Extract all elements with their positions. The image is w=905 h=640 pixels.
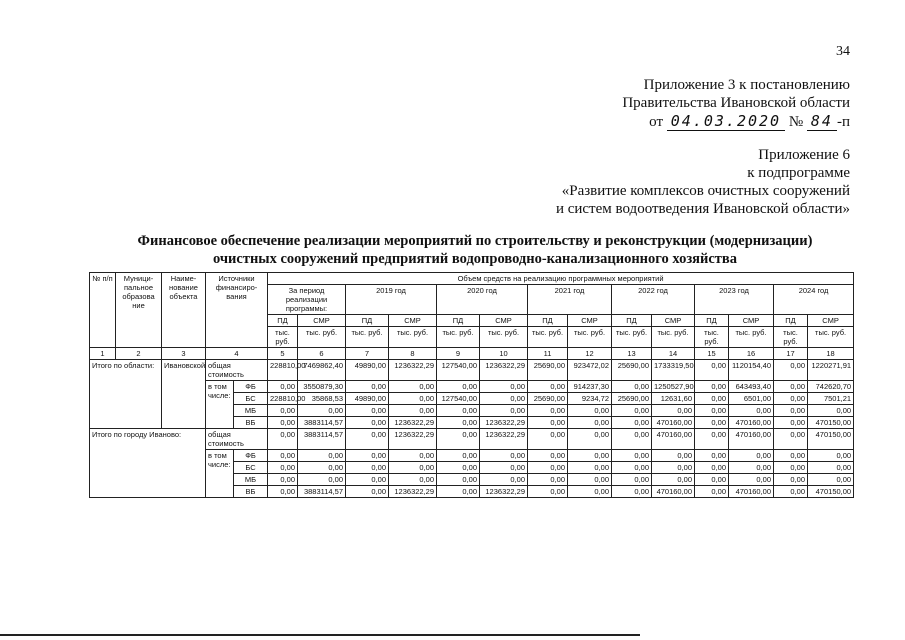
value-cell: 0,00 bbox=[298, 405, 346, 417]
value-cell: 0,00 bbox=[346, 405, 389, 417]
value-cell: 470160,00 bbox=[652, 486, 695, 498]
value-cell: 0,00 bbox=[480, 450, 528, 462]
header-unit: тыс. руб. bbox=[695, 327, 729, 348]
header-period: За период реализации программы: bbox=[268, 285, 346, 315]
value-cell: 3883114,57 bbox=[298, 429, 346, 450]
value-cell: 470150,00 bbox=[808, 486, 854, 498]
value-cell: 0,00 bbox=[437, 417, 480, 429]
column-number: 16 bbox=[729, 348, 774, 360]
resolution-date: 04.03.2020 bbox=[667, 112, 785, 131]
value-cell: 643493,40 bbox=[729, 381, 774, 393]
page-number: 34 bbox=[836, 44, 850, 59]
value-cell: 0,00 bbox=[528, 417, 568, 429]
value-cell: 0,00 bbox=[268, 429, 298, 450]
source-code: БС bbox=[234, 393, 268, 405]
value-cell: 0,00 bbox=[298, 450, 346, 462]
value-cell: 0,00 bbox=[568, 474, 612, 486]
header-smr: СМР bbox=[808, 315, 854, 327]
header-unit: тыс. руб. bbox=[612, 327, 652, 348]
header-smr: СМР bbox=[729, 315, 774, 327]
value-cell: 914237,30 bbox=[568, 381, 612, 393]
value-cell: 0,00 bbox=[774, 393, 808, 405]
header-smr: СМР bbox=[389, 315, 437, 327]
appendix-6-line3: «Развитие комплексов очистных сооружений bbox=[561, 183, 850, 199]
header-unit: тыс. руб. bbox=[268, 327, 298, 348]
value-cell: 0,00 bbox=[437, 486, 480, 498]
appendix-3-line2: Правительства Ивановской области bbox=[622, 95, 850, 111]
header-unit: тыс. руб. bbox=[298, 327, 346, 348]
column-number: 5 bbox=[268, 348, 298, 360]
value-cell: 1220271,91 bbox=[808, 360, 854, 381]
value-cell: 0,00 bbox=[695, 474, 729, 486]
header-unit: тыс. руб. bbox=[480, 327, 528, 348]
source-code: БС bbox=[234, 462, 268, 474]
value-cell: 0,00 bbox=[568, 405, 612, 417]
value-cell: 0,00 bbox=[480, 405, 528, 417]
value-cell: 0,00 bbox=[695, 381, 729, 393]
header-pd: ПД bbox=[774, 315, 808, 327]
value-cell: 25690,00 bbox=[528, 360, 568, 381]
value-cell: 35868,53 bbox=[298, 393, 346, 405]
value-cell: 0,00 bbox=[528, 462, 568, 474]
value-cell: 0,00 bbox=[729, 474, 774, 486]
value-cell: 1733319,50 bbox=[652, 360, 695, 381]
including-label: в том числе: bbox=[206, 450, 234, 498]
value-cell: 470160,00 bbox=[729, 429, 774, 450]
value-cell: 0,00 bbox=[695, 450, 729, 462]
value-cell: 0,00 bbox=[612, 381, 652, 393]
value-cell: 1236322,29 bbox=[389, 486, 437, 498]
column-number: 1 bbox=[90, 348, 116, 360]
value-cell: 127540,00 bbox=[437, 360, 480, 381]
value-cell: 0,00 bbox=[389, 450, 437, 462]
value-cell: 1236322,29 bbox=[480, 360, 528, 381]
value-cell: 0,00 bbox=[612, 474, 652, 486]
value-cell: 0,00 bbox=[568, 462, 612, 474]
header-unit: тыс. руб. bbox=[652, 327, 695, 348]
table-row bbox=[90, 360, 854, 381]
header-sources: Источники финансиро-вания bbox=[206, 273, 268, 348]
header-unit: тыс. руб. bbox=[346, 327, 389, 348]
value-cell: 0,00 bbox=[612, 450, 652, 462]
value-cell: 923472,02 bbox=[568, 360, 612, 381]
value-cell: 0,00 bbox=[437, 450, 480, 462]
appendix-6-line1: Приложение 6 bbox=[758, 147, 850, 163]
value-cell: 0,00 bbox=[808, 462, 854, 474]
header-row-1 bbox=[90, 273, 854, 285]
value-cell: 0,00 bbox=[568, 486, 612, 498]
value-cell: 0,00 bbox=[268, 450, 298, 462]
value-cell: 0,00 bbox=[808, 474, 854, 486]
header-volume: Объем средств на реализацию программных мероприятий bbox=[268, 273, 854, 285]
source-code: МБ bbox=[234, 405, 268, 417]
value-cell: 1236322,29 bbox=[389, 360, 437, 381]
value-cell: 470160,00 bbox=[652, 417, 695, 429]
value-cell: 0,00 bbox=[480, 462, 528, 474]
header-municipality: Муници-пальное образова ние bbox=[116, 273, 162, 348]
value-cell: 0,00 bbox=[480, 381, 528, 393]
page-bottom-rule bbox=[0, 634, 640, 636]
value-cell: 0,00 bbox=[568, 417, 612, 429]
block-object: Ивановской bbox=[162, 360, 206, 429]
column-number: 2 bbox=[116, 348, 162, 360]
value-cell: 0,00 bbox=[774, 462, 808, 474]
header-unit: тыс. руб. bbox=[774, 327, 808, 348]
financing-table bbox=[89, 272, 854, 498]
header-y2024: 2024 год bbox=[774, 285, 854, 315]
value-cell: 0,00 bbox=[437, 429, 480, 450]
appendix-3-line1: Приложение 3 к постановлению bbox=[643, 77, 850, 93]
value-cell: 0,00 bbox=[695, 360, 729, 381]
value-cell: 0,00 bbox=[480, 393, 528, 405]
from-label: от bbox=[649, 114, 664, 130]
header-y2019: 2019 год bbox=[346, 285, 437, 315]
value-cell: 0,00 bbox=[568, 429, 612, 450]
value-cell: 12631,60 bbox=[652, 393, 695, 405]
source-code: ВБ bbox=[234, 417, 268, 429]
appendix-6-line2: к подпрограмме bbox=[747, 165, 850, 181]
header-y2023: 2023 год bbox=[695, 285, 774, 315]
value-cell: 0,00 bbox=[346, 450, 389, 462]
value-cell: 0,00 bbox=[612, 486, 652, 498]
column-number: 9 bbox=[437, 348, 480, 360]
value-cell: 0,00 bbox=[612, 417, 652, 429]
value-cell: 1236322,29 bbox=[480, 429, 528, 450]
value-cell: 0,00 bbox=[774, 429, 808, 450]
value-cell: 0,00 bbox=[268, 381, 298, 393]
value-cell: 0,00 bbox=[652, 462, 695, 474]
value-cell: 0,00 bbox=[774, 450, 808, 462]
title-line2: очистных сооружений предприятий водопроводно-канализационного хозяйства bbox=[212, 251, 737, 267]
column-number: 11 bbox=[528, 348, 568, 360]
value-cell: 0,00 bbox=[437, 474, 480, 486]
column-number: 18 bbox=[808, 348, 854, 360]
value-cell: 0,00 bbox=[268, 405, 298, 417]
value-cell: 0,00 bbox=[437, 381, 480, 393]
value-cell: 470160,00 bbox=[652, 429, 695, 450]
value-cell: 9234,72 bbox=[568, 393, 612, 405]
value-cell: 1236322,29 bbox=[480, 486, 528, 498]
appendix-6-header bbox=[556, 146, 850, 218]
value-cell: 1250527,90 bbox=[652, 381, 695, 393]
value-cell: 0,00 bbox=[268, 486, 298, 498]
value-cell: 0,00 bbox=[695, 393, 729, 405]
number-suffix: -п bbox=[836, 114, 850, 130]
source-code: ФБ bbox=[234, 381, 268, 393]
value-cell: 0,00 bbox=[437, 462, 480, 474]
value-cell: 1120154,40 bbox=[729, 360, 774, 381]
value-cell: 25690,00 bbox=[612, 360, 652, 381]
value-cell: 0,00 bbox=[346, 417, 389, 429]
value-cell: 3550879,30 bbox=[298, 381, 346, 393]
column-number: 10 bbox=[480, 348, 528, 360]
value-cell: 127540,00 bbox=[437, 393, 480, 405]
header-unit: тыс. руб. bbox=[437, 327, 480, 348]
value-cell: 0,00 bbox=[808, 405, 854, 417]
value-cell: 7501,21 bbox=[808, 393, 854, 405]
header-y2020: 2020 год bbox=[437, 285, 528, 315]
value-cell: 1236322,29 bbox=[389, 429, 437, 450]
value-cell: 0,00 bbox=[774, 405, 808, 417]
value-cell: 0,00 bbox=[612, 405, 652, 417]
value-cell: 0,00 bbox=[528, 474, 568, 486]
value-cell: 0,00 bbox=[774, 486, 808, 498]
column-number: 7 bbox=[346, 348, 389, 360]
value-cell: 0,00 bbox=[268, 462, 298, 474]
value-cell: 0,00 bbox=[652, 474, 695, 486]
value-cell: 228810,00 bbox=[268, 360, 298, 381]
value-cell: 470160,00 bbox=[729, 417, 774, 429]
column-number: 12 bbox=[568, 348, 612, 360]
column-number-row bbox=[90, 348, 854, 360]
value-cell: 3883114,57 bbox=[298, 417, 346, 429]
document-title bbox=[115, 232, 835, 268]
header-unit: тыс. руб. bbox=[808, 327, 854, 348]
column-number: 17 bbox=[774, 348, 808, 360]
table-row bbox=[90, 429, 854, 450]
value-cell: 0,00 bbox=[774, 474, 808, 486]
total-cost-label: общая стоимость bbox=[206, 360, 268, 381]
value-cell: 0,00 bbox=[729, 405, 774, 417]
value-cell: 25690,00 bbox=[528, 393, 568, 405]
value-cell: 0,00 bbox=[480, 474, 528, 486]
value-cell: 0,00 bbox=[298, 462, 346, 474]
value-cell: 0,00 bbox=[729, 462, 774, 474]
value-cell: 1236322,29 bbox=[480, 417, 528, 429]
header-pd: ПД bbox=[528, 315, 568, 327]
value-cell: 0,00 bbox=[389, 405, 437, 417]
column-number: 4 bbox=[206, 348, 268, 360]
header-pd: ПД bbox=[346, 315, 389, 327]
header-unit: тыс. руб. bbox=[729, 327, 774, 348]
value-cell: 0,00 bbox=[389, 462, 437, 474]
value-cell: 0,00 bbox=[774, 417, 808, 429]
value-cell: 0,00 bbox=[695, 417, 729, 429]
total-cost-label: общая стоимость bbox=[206, 429, 268, 450]
column-number: 3 bbox=[162, 348, 206, 360]
header-pd: ПД bbox=[612, 315, 652, 327]
header-unit: тыс. руб. bbox=[389, 327, 437, 348]
header-unit: тыс. руб. bbox=[528, 327, 568, 348]
source-code: ВБ bbox=[234, 486, 268, 498]
value-cell: 0,00 bbox=[268, 417, 298, 429]
appendix-6-line4: и систем водоотведения Ивановской области» bbox=[555, 201, 850, 217]
value-cell: 0,00 bbox=[528, 429, 568, 450]
value-cell: 0,00 bbox=[389, 381, 437, 393]
value-cell: 0,00 bbox=[346, 486, 389, 498]
value-cell: 470150,00 bbox=[808, 429, 854, 450]
header-unit: тыс. руб. bbox=[568, 327, 612, 348]
column-number: 13 bbox=[612, 348, 652, 360]
value-cell: 0,00 bbox=[528, 381, 568, 393]
value-cell: 0,00 bbox=[298, 474, 346, 486]
number-label: № bbox=[788, 114, 804, 130]
title-line1: Финансовое обеспечение реализации мероприятий по строительству и реконструкции (модернизации) bbox=[137, 233, 813, 249]
column-number: 8 bbox=[389, 348, 437, 360]
value-cell: 0,00 bbox=[389, 474, 437, 486]
header-smr: СМР bbox=[568, 315, 612, 327]
including-label: в том числе: bbox=[206, 381, 234, 429]
value-cell: 0,00 bbox=[268, 474, 298, 486]
header-num: № п/п bbox=[90, 273, 116, 348]
block-label: Итого по области: bbox=[90, 360, 162, 429]
value-cell: 7469862,40 bbox=[298, 360, 346, 381]
value-cell: 0,00 bbox=[528, 486, 568, 498]
header-y2022: 2022 год bbox=[612, 285, 695, 315]
value-cell: 49890,00 bbox=[346, 393, 389, 405]
value-cell: 25690,00 bbox=[612, 393, 652, 405]
appendix-3-header bbox=[622, 76, 850, 131]
header-pd: ПД bbox=[268, 315, 298, 327]
value-cell: 0,00 bbox=[346, 381, 389, 393]
value-cell: 228810,00 bbox=[268, 393, 298, 405]
appendix-3-date-line bbox=[622, 112, 850, 131]
value-cell: 0,00 bbox=[568, 450, 612, 462]
value-cell: 0,00 bbox=[346, 462, 389, 474]
value-cell: 0,00 bbox=[437, 405, 480, 417]
value-cell: 470160,00 bbox=[729, 486, 774, 498]
resolution-number: 84 bbox=[807, 112, 837, 131]
value-cell: 0,00 bbox=[695, 486, 729, 498]
source-code: ФБ bbox=[234, 450, 268, 462]
value-cell: 0,00 bbox=[346, 474, 389, 486]
value-cell: 0,00 bbox=[774, 381, 808, 393]
value-cell: 0,00 bbox=[528, 450, 568, 462]
header-smr: СМР bbox=[480, 315, 528, 327]
value-cell: 0,00 bbox=[612, 429, 652, 450]
value-cell: 0,00 bbox=[808, 450, 854, 462]
value-cell: 470150,00 bbox=[808, 417, 854, 429]
source-code: МБ bbox=[234, 474, 268, 486]
value-cell: 0,00 bbox=[729, 450, 774, 462]
value-cell: 0,00 bbox=[695, 462, 729, 474]
value-cell: 0,00 bbox=[528, 405, 568, 417]
value-cell: 0,00 bbox=[389, 393, 437, 405]
value-cell: 0,00 bbox=[774, 360, 808, 381]
value-cell: 0,00 bbox=[695, 429, 729, 450]
block-label: Итого по городу Иваново: bbox=[90, 429, 206, 498]
column-number: 14 bbox=[652, 348, 695, 360]
header-smr: СМР bbox=[298, 315, 346, 327]
header-pd: ПД bbox=[437, 315, 480, 327]
header-y2021: 2021 год bbox=[528, 285, 612, 315]
value-cell: 3883114,57 bbox=[298, 486, 346, 498]
value-cell: 1236322,29 bbox=[389, 417, 437, 429]
value-cell: 0,00 bbox=[652, 405, 695, 417]
value-cell: 0,00 bbox=[695, 405, 729, 417]
value-cell: 6501,00 bbox=[729, 393, 774, 405]
column-number: 15 bbox=[695, 348, 729, 360]
value-cell: 0,00 bbox=[612, 462, 652, 474]
value-cell: 0,00 bbox=[346, 429, 389, 450]
value-cell: 49890,00 bbox=[346, 360, 389, 381]
column-number: 6 bbox=[298, 348, 346, 360]
value-cell: 742620,70 bbox=[808, 381, 854, 393]
header-object: Наиме-нование объекта bbox=[162, 273, 206, 348]
header-smr: СМР bbox=[652, 315, 695, 327]
header-pd: ПД bbox=[695, 315, 729, 327]
value-cell: 0,00 bbox=[652, 450, 695, 462]
